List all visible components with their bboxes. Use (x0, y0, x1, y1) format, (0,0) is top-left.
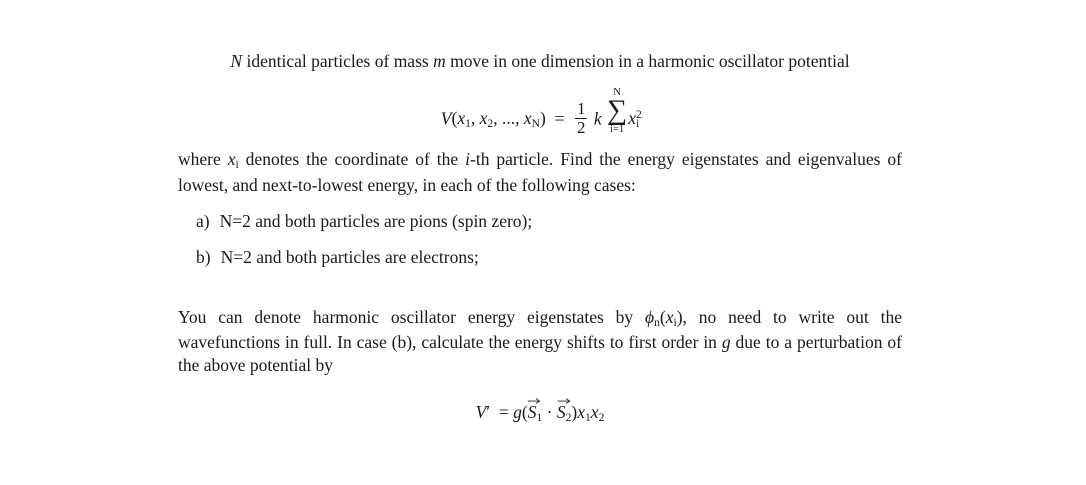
spin-2-symbol: S (556, 401, 566, 422)
equation-lhs-V: V (440, 108, 452, 129)
paragraph-where (178, 148, 902, 197)
intro-text-1: identical particles of mass (242, 51, 434, 71)
summand: $x^2_i$ (628, 108, 642, 131)
equation2-paren-close: ) (571, 401, 578, 422)
symbol-phi-subscript: n (654, 316, 660, 329)
spin-1-symbol: S (527, 401, 537, 422)
sigma-icon: ∑ (606, 95, 628, 127)
intro-text-2: move in one dimension in a harmonic oscillator potential (445, 51, 850, 71)
equation2-dot: · (542, 401, 557, 422)
symbol-x: x (227, 149, 236, 170)
list-item-label: a) (196, 211, 210, 232)
summation-upper-limit: N (613, 86, 621, 98)
symbol-m: m (433, 51, 446, 71)
fraction-numerator: 1 (577, 99, 586, 119)
phi-arg-close: ), (676, 306, 687, 327)
symbol-phi: ϕ (645, 306, 655, 327)
spin-vector-2 (557, 402, 566, 423)
symbol-x-subscript: i (235, 159, 239, 172)
equation2-paren-open: ( (521, 401, 528, 422)
equation-equals: = (550, 108, 569, 129)
document-body (178, 50, 902, 424)
paragraph-seg-2: denotes the coordinate of the (238, 149, 466, 170)
symbol-N: N (230, 51, 243, 71)
paragraph2-seg-3: due to a perturbation of the above potential by (178, 332, 902, 376)
paragraph-seg-1: where (178, 149, 228, 170)
summation-operator (607, 88, 627, 135)
equation-lhs-args: ($x_1$, $x_2$, ..., $x_N$) (451, 108, 546, 131)
phi-arg-subscript: i (673, 316, 677, 329)
list-item (196, 246, 902, 269)
list-item-text: N=2 and both particles are electrons; (220, 247, 479, 268)
equation2-coupling: g (513, 401, 522, 422)
equation-perturbation (178, 402, 902, 424)
equation2-equals: = (494, 401, 514, 422)
spin-vector-1 (528, 402, 537, 423)
equation2-lhs: V (475, 401, 487, 422)
vertical-gap (178, 270, 902, 296)
list-item (196, 210, 902, 233)
symbol-g: g (721, 332, 731, 353)
paragraph2-seg-2: no need to write out the wavefunctions in full. In case (b), calculate the energy shifts to first order in (178, 306, 902, 353)
paragraph2-seg-1: You can denote harmonic oscillator energy eigenstates by (178, 306, 646, 327)
list-item-text: N=2 and both particles are pions (spin zero); (219, 211, 533, 232)
list-item-label: b) (196, 247, 211, 268)
fraction-one-half (575, 100, 587, 136)
coefficient-k: k (593, 108, 602, 129)
equation2-prime: ′ (486, 401, 491, 422)
spin-1-subscript: 1 (536, 411, 543, 424)
paragraph-seg-3: -th particle. Find the energy eigenstates and eigenvalues of lowest, and next-to-lowest energy, in each of the following cases: (178, 149, 902, 195)
equation2-coords: $x_1x_2$ (577, 401, 605, 424)
intro-sentence (178, 50, 902, 74)
summation-lower-limit: i=1 (610, 123, 625, 135)
equation-potential (178, 88, 902, 137)
fraction-denominator: 2 (577, 117, 586, 137)
spin-2-subscript: 2 (565, 411, 572, 424)
phi-arg-open: (x (659, 306, 674, 327)
symbol-i: i (465, 149, 471, 170)
paragraph-perturbation (178, 306, 902, 378)
